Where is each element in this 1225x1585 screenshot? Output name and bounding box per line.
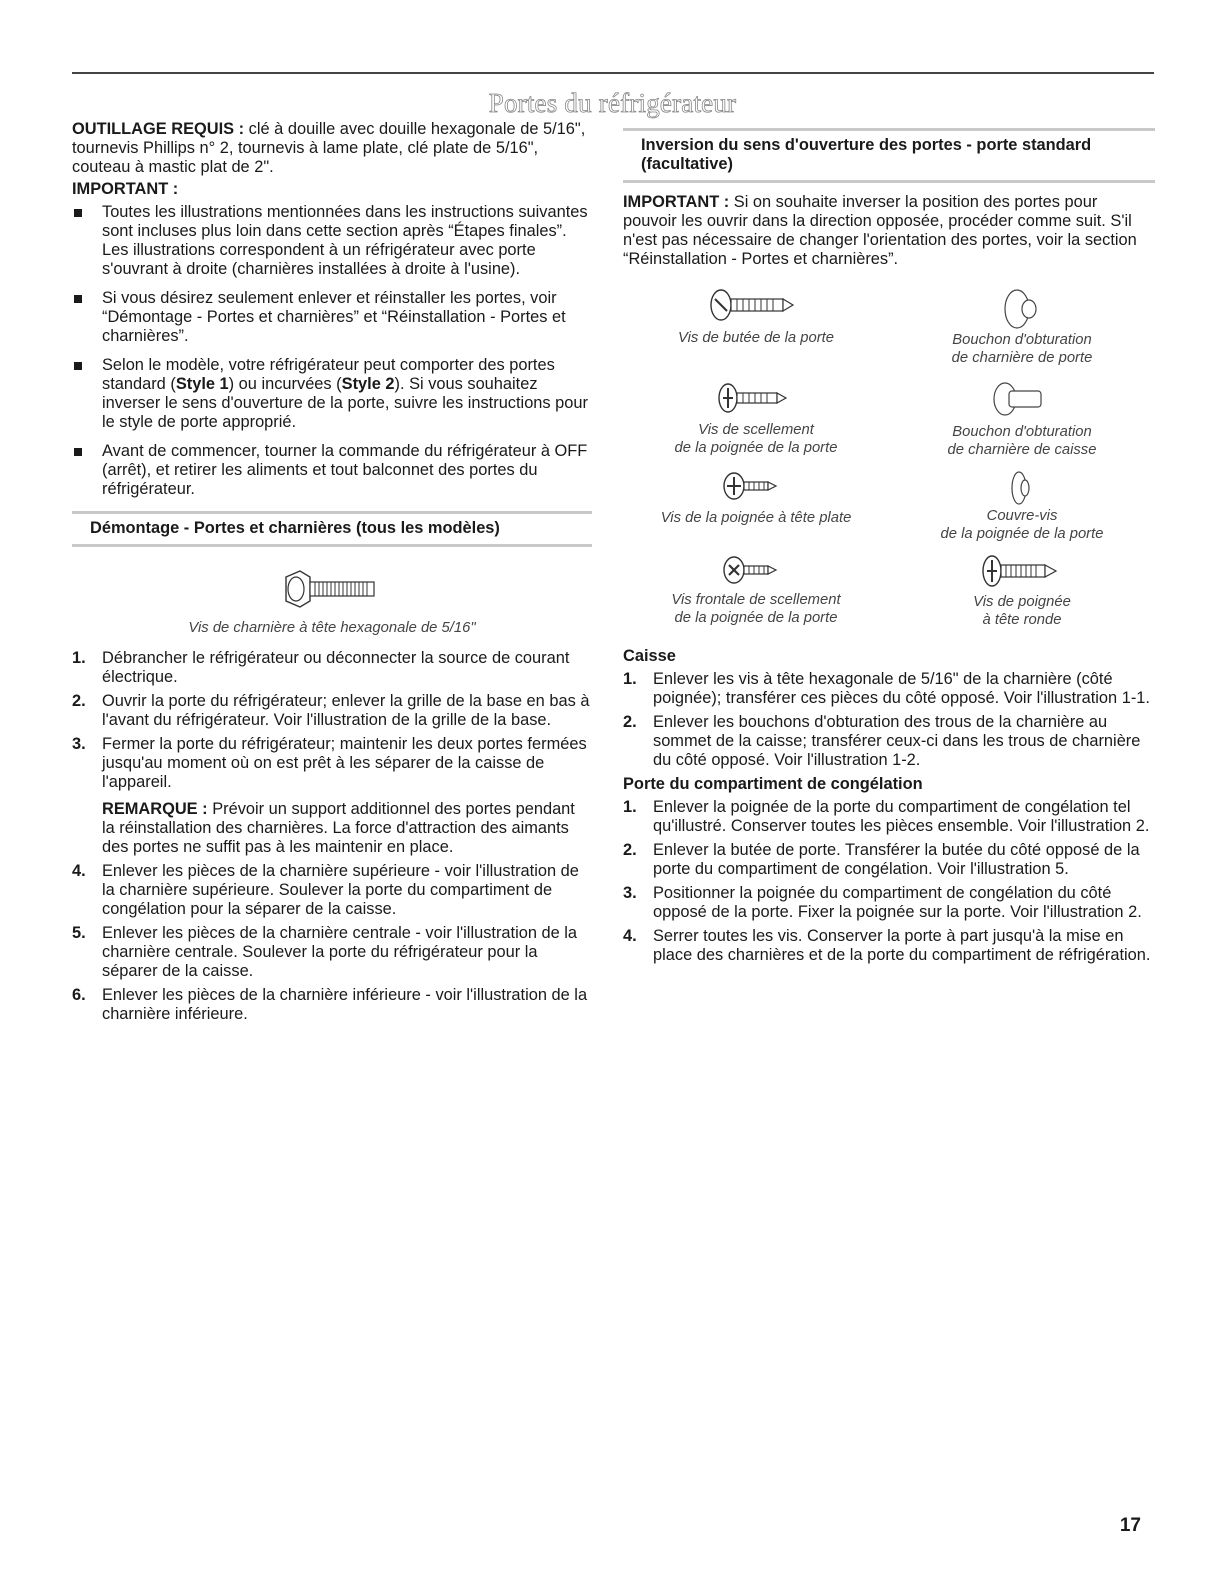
door-stop-screw-icon (701, 287, 811, 323)
part-front-seal-screw (623, 553, 889, 639)
step-number: 2. (623, 841, 637, 859)
removal-steps (72, 649, 592, 1024)
step-number: 6. (72, 986, 86, 1004)
tools-text: clé à douille avec douille hexagonale de 5/16", tournevis Phillips n° 2, tournevis à lame plate, clé plate de 5/16", couteau à mastic plat de 2". (72, 120, 586, 176)
left-column (72, 120, 592, 1029)
flat-head-screw-icon (716, 469, 796, 503)
part-caption-line2: de charnière de porte (951, 350, 1093, 366)
list-item (72, 924, 592, 981)
tools-required (72, 120, 592, 177)
part-caption-line2: de charnière de caisse (947, 442, 1097, 458)
page-title: Portes du réfrigérateur (488, 88, 737, 118)
front-seal-screw-icon (716, 553, 796, 587)
important-heading: IMPORTANT : (72, 180, 179, 198)
remark-text: Prévoir un support additionnel des portes pendant la réinstallation des charnières. La force d'attraction des aimants des portes ne suffit pas à les maintenir en place. (102, 800, 575, 856)
part-caption-line1: Bouchon d'obturation (952, 332, 1092, 348)
reversal-important (623, 193, 1155, 269)
step-text: Enlever la butée de porte. Transférer la butée du côté opposé de la porte du compartiment de congélation. Voir l'illustration 5. (653, 841, 1140, 878)
part-caption: Vis de la poignée à tête plate (660, 510, 852, 526)
round-head-screw-icon (972, 553, 1072, 589)
part-flat-head-screw (623, 469, 889, 553)
important-text: Si on souhaite inverser la position des portes pour pouvoir les ouvrir dans la direction opposée, procéder comme suit. S'il n'est pas nécessaire de changer l'orientation des portes, voir la section “Réinstallation - Portes et charnières”. (623, 193, 1137, 268)
freezer-door-heading: Porte du compartiment de congélation (623, 775, 923, 793)
step-number: 5. (72, 924, 86, 942)
list-item: Avant de commencer, tourner la commande du réfrigérateur à OFF (arrêt), et retirer les aliments et tout balconnet des portes du réfrigérateur. (72, 442, 592, 499)
step-text: Enlever la poignée de la porte du compartiment de congélation tel qu'illustré. Conserver toutes les pièces ensemble. Voir l'illustration 2. (653, 798, 1150, 835)
caisse-heading: Caisse (623, 647, 676, 665)
step-text: Enlever les pièces de la charnière supérieure - voir l'illustration de la charnière supérieure. Soulever la porte du compartiment de congélation pour la séparer de la caisse. (102, 862, 579, 918)
list-item (623, 884, 1155, 922)
step-text: Enlever les pièces de la charnière inférieure - voir l'illustration de la charnière inférieure. (102, 986, 588, 1023)
style2-label: Style 2 (341, 375, 395, 393)
list-item (623, 841, 1155, 879)
bullet3-text-c: ). Si vous souhaitez inverser le sens d'ouverture de la porte, suivre les instructions pour le style de porte approprié. (102, 375, 588, 431)
list-item (72, 986, 592, 1024)
style1-label: Style 1 (175, 375, 229, 393)
part-caption-line2: à tête ronde (982, 612, 1062, 628)
step-text: Enlever les vis à tête hexagonale de 5/16" de la charnière (côté poignée); transférer ces pièces du côté opposé. Voir l'illustration 1-1. (653, 670, 1150, 707)
freezer-door-steps (623, 798, 1155, 965)
step-text: Ouvrir la porte du réfrigérateur; enlever la grille de la base en bas à l'avant du réfrigérateur. Voir l'illustration de la grille de la base. (102, 692, 590, 729)
part-caption-line1: Vis de scellement (698, 422, 814, 438)
step-text: Positionner la poignée du compartiment de congélation du côté opposé de la porte. Fixer la poignée sur la porte. Voir l'illustration 2. (653, 884, 1142, 921)
door-hinge-plug-icon (997, 287, 1047, 331)
tools-label: OUTILLAGE REQUIS : (72, 120, 245, 138)
list-item (72, 692, 592, 730)
step-number: 3. (623, 884, 637, 902)
hex-screw-icon (282, 569, 382, 609)
step-text: Fermer la porte du réfrigérateur; maintenir les deux portes fermées jusqu'au moment où on est prêt à les séparer de la caisse de l'appareil. (102, 735, 587, 791)
step-number: 1. (623, 798, 637, 816)
step-number: 2. (623, 713, 637, 731)
right-column (623, 128, 1155, 970)
step-text: Serrer toutes les vis. Conserver la porte à part jusqu'à la mise en place des charnières et de la porte du compartiment de réfrigération. (653, 927, 1151, 964)
step-number: 3. (72, 735, 86, 753)
list-item: Si vous désirez seulement enlever et réinstaller les portes, voir “Démontage - Portes et charnières” et “Réinstallation - Portes et charnières”. (72, 289, 592, 346)
step-text: Enlever les pièces de la charnière centrale - voir l'illustration de la charnière centrale. Soulever la porte du réfrigérateur pour la séparer de la caisse. (102, 924, 578, 980)
list-item (72, 649, 592, 687)
list-item (623, 927, 1155, 965)
part-caption-line2: de la poignée de la porte (674, 610, 838, 626)
part-round-head-screw (889, 553, 1155, 639)
step-text: Débrancher le réfrigérateur ou déconnecter la source de courant électrique. (102, 649, 570, 686)
list-item: Toutes les illustrations mentionnées dans les instructions suivantes sont incluses plus loin dans cette section après “Étapes finales”. Les illustrations correspondent à un réfrigérateur avec porte s'ouvrant à droite (charnières installées à droite à l'usine). (72, 203, 592, 279)
remark (102, 800, 592, 857)
part-door-stop-screw (623, 287, 889, 381)
part-caption-line2: de la poignée de la porte (940, 526, 1104, 542)
bullet3-text-b: ) ou incurvées ( (228, 375, 342, 393)
list-item (623, 713, 1155, 770)
parts-grid (623, 287, 1155, 639)
screw-cover-icon (1002, 469, 1042, 507)
list-item (72, 862, 592, 919)
part-caption-line2: de la poignée de la porte (674, 440, 838, 456)
top-rule (72, 72, 1154, 74)
part-screw-cover (889, 469, 1155, 553)
important-list (72, 203, 592, 499)
step-text: Enlever les bouchons d'obturation des trous de la charnière au sommet de la caisse; transférer ceux-ci dans les trous de charnière du côté opposé. Voir l'illustration 1-2. (653, 713, 1141, 769)
bullet3-text-a: Selon le modèle, votre réfrigérateur peut comporter des portes standard ( (102, 356, 555, 393)
list-item (623, 798, 1155, 836)
part-door-hinge-plug (889, 287, 1155, 381)
part-handle-seal-screw (623, 381, 889, 469)
part-caption-line1: Bouchon d'obturation (952, 424, 1092, 440)
part-caption-line1: Couvre-vis (986, 508, 1058, 524)
step-number: 4. (623, 927, 637, 945)
handle-seal-screw-icon (706, 381, 806, 415)
important-label: IMPORTANT : (623, 193, 730, 211)
list-item (623, 670, 1155, 708)
part-caption-line1: Vis frontale de scellement (671, 592, 841, 608)
list-item (72, 356, 592, 432)
section-heading-reversal: Inversion du sens d'ouverture des portes - porte standard (facultative) (623, 128, 1155, 183)
step-number: 4. (72, 862, 86, 880)
part-caption: Vis de butée de la porte (677, 330, 835, 346)
section-heading-removal: Démontage - Portes et charnières (tous les modèles) (72, 511, 592, 547)
page-number: 17 (1119, 1515, 1141, 1536)
caisse-steps (623, 670, 1155, 770)
step-number: 1. (623, 670, 637, 688)
hinge-screw-caption: Vis de charnière à tête hexagonale de 5/16" (188, 620, 476, 636)
list-item (72, 735, 592, 857)
hinge-screw-figure (72, 569, 592, 609)
part-caption-line1: Vis de poignée (973, 594, 1071, 610)
step-number: 1. (72, 649, 86, 667)
part-cabinet-hinge-plug (889, 381, 1155, 469)
cabinet-hinge-plug-icon (987, 381, 1057, 417)
step-number: 2. (72, 692, 86, 710)
remark-label: REMARQUE : (102, 800, 208, 818)
